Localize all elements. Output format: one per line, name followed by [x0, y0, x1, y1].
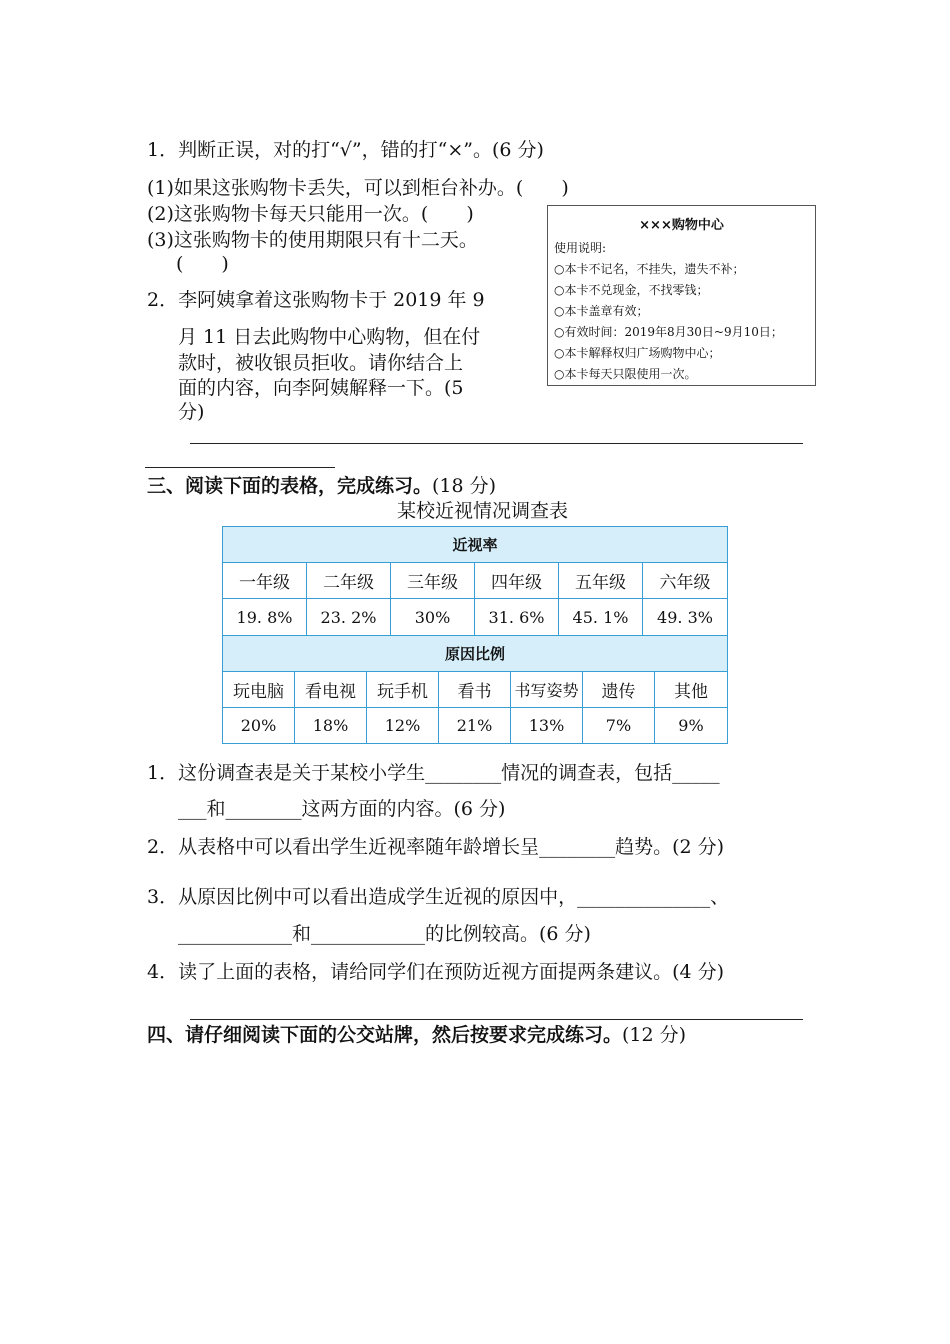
question-1-item-3: (3)这张购物卡的使用期限只有十二天。 [147, 229, 478, 251]
section-3-heading [147, 473, 496, 499]
table-cell-grade: 五年级 [558, 562, 643, 599]
section-3-heading-text: 三、阅读下面的表格，完成练习。 [147, 475, 433, 497]
table-cell-ratio: 12% [366, 707, 439, 744]
table-cell-grade: 四年级 [474, 562, 559, 599]
section-3-question-3-line-1: 3．从原因比例中可以看出造成学生近视的原因中，______________、 [147, 886, 730, 908]
table-cell-grade: 六年级 [642, 562, 728, 599]
table-cell-grade: 三年级 [390, 562, 475, 599]
myopia-survey-table [222, 526, 728, 744]
question-2-line-2: 月 11 日去此购物中心购物，但在付 [178, 326, 481, 348]
question-1-item-2: (2)这张购物卡每天只能用一次。( ) [147, 203, 474, 225]
card-rule: ○本卡每天只限使用一次。 [554, 367, 697, 381]
table-cell-rate: 23. 2% [306, 598, 391, 636]
table-cell-ratio: 9% [654, 707, 728, 744]
answer-line[interactable] [190, 443, 803, 444]
table-cell-cause: 其他 [654, 671, 728, 708]
table-cell-rate: 49. 3% [642, 598, 728, 636]
table-cell-ratio: 13% [510, 707, 583, 744]
table-header-myopia-rate: 近视率 [222, 526, 728, 563]
card-rule: ○本卡解释权归广场购物中心； [554, 346, 721, 360]
question-2-line-3: 款时，被收银员拒收。请你结合上 [178, 352, 464, 374]
table-title: 某校近视情况调查表 [397, 500, 569, 522]
table-cell-cause: 看电视 [294, 671, 367, 708]
question-2-line-5: 分) [178, 401, 205, 423]
table-cell-cause: 玩电脑 [222, 671, 295, 708]
section-3-question-4: 4．读了上面的表格，请给同学们在预防近视方面提两条建议。(4 分) [147, 961, 725, 983]
card-rule: ○本卡不记名，不挂失，遗失不补； [554, 262, 745, 276]
table-cell-ratio: 20% [222, 707, 295, 744]
table-cell-ratio: 7% [582, 707, 655, 744]
section-4-heading [147, 1022, 686, 1048]
answer-line-continued[interactable] [145, 467, 335, 468]
table-cell-rate: 31. 6% [474, 598, 559, 636]
section-3-question-1-line-1: 1．这份调查表是关于某校小学生________情况的调查表，包括_____ [147, 762, 720, 784]
shopping-card-notice [547, 205, 816, 386]
table-cell-cause: 书写姿势 [510, 671, 583, 708]
table-cell-rate: 45. 1% [558, 598, 643, 636]
section-3-question-3-line-2: ____________和____________的比例较高。(6 分) [178, 923, 591, 945]
question-2-line-4: 面的内容，向李阿姨解释一下。(5 [178, 377, 464, 399]
card-rule: ○有效时间：2019年8月30日~9月10日； [554, 325, 783, 339]
table-cell-ratio: 18% [294, 707, 367, 744]
table-cell-grade: 一年级 [222, 562, 307, 599]
card-rule: ○本卡盖章有效； [554, 304, 649, 318]
question-1-item-1: (1)如果这张购物卡丢失，可以到柜台补办。( ) [147, 177, 569, 199]
table-cell-rate: 30% [390, 598, 475, 636]
card-title: ×××购物中心 [639, 218, 724, 233]
table-cell-grade: 二年级 [306, 562, 391, 599]
table-cell-cause: 看书 [438, 671, 511, 708]
section-4-heading-score: (12 分) [622, 1024, 687, 1046]
answer-line[interactable] [190, 1019, 803, 1020]
table-header-cause-ratio: 原因比例 [222, 635, 728, 672]
section-3-heading-score: (18 分) [432, 475, 497, 497]
table-cell-ratio: 21% [438, 707, 511, 744]
question-2-line-1: 2．李阿姨拿着这张购物卡于 2019 年 9 [147, 289, 485, 311]
question-1-item-3-blank: ( ) [176, 253, 229, 275]
question-1-prompt: 1．判断正误，对的打“√”，错的打“×”。(6 分) [147, 139, 544, 161]
card-rule: ○本卡不兑现金，不找零钱； [554, 283, 709, 297]
table-cell-cause: 玩手机 [366, 671, 439, 708]
section-3-question-2: 2．从表格中可以看出学生近视率随年龄增长呈________趋势。(2 分) [147, 836, 725, 858]
section-3-question-1-line-2: ___和________这两方面的内容。(6 分) [178, 798, 506, 820]
card-subtitle: 使用说明: [554, 241, 607, 255]
section-4-heading-text: 四、请仔细阅读下面的公交站牌，然后按要求完成练习。 [147, 1024, 623, 1046]
table-cell-rate: 19. 8% [222, 598, 307, 636]
table-cell-cause: 遗传 [582, 671, 655, 708]
